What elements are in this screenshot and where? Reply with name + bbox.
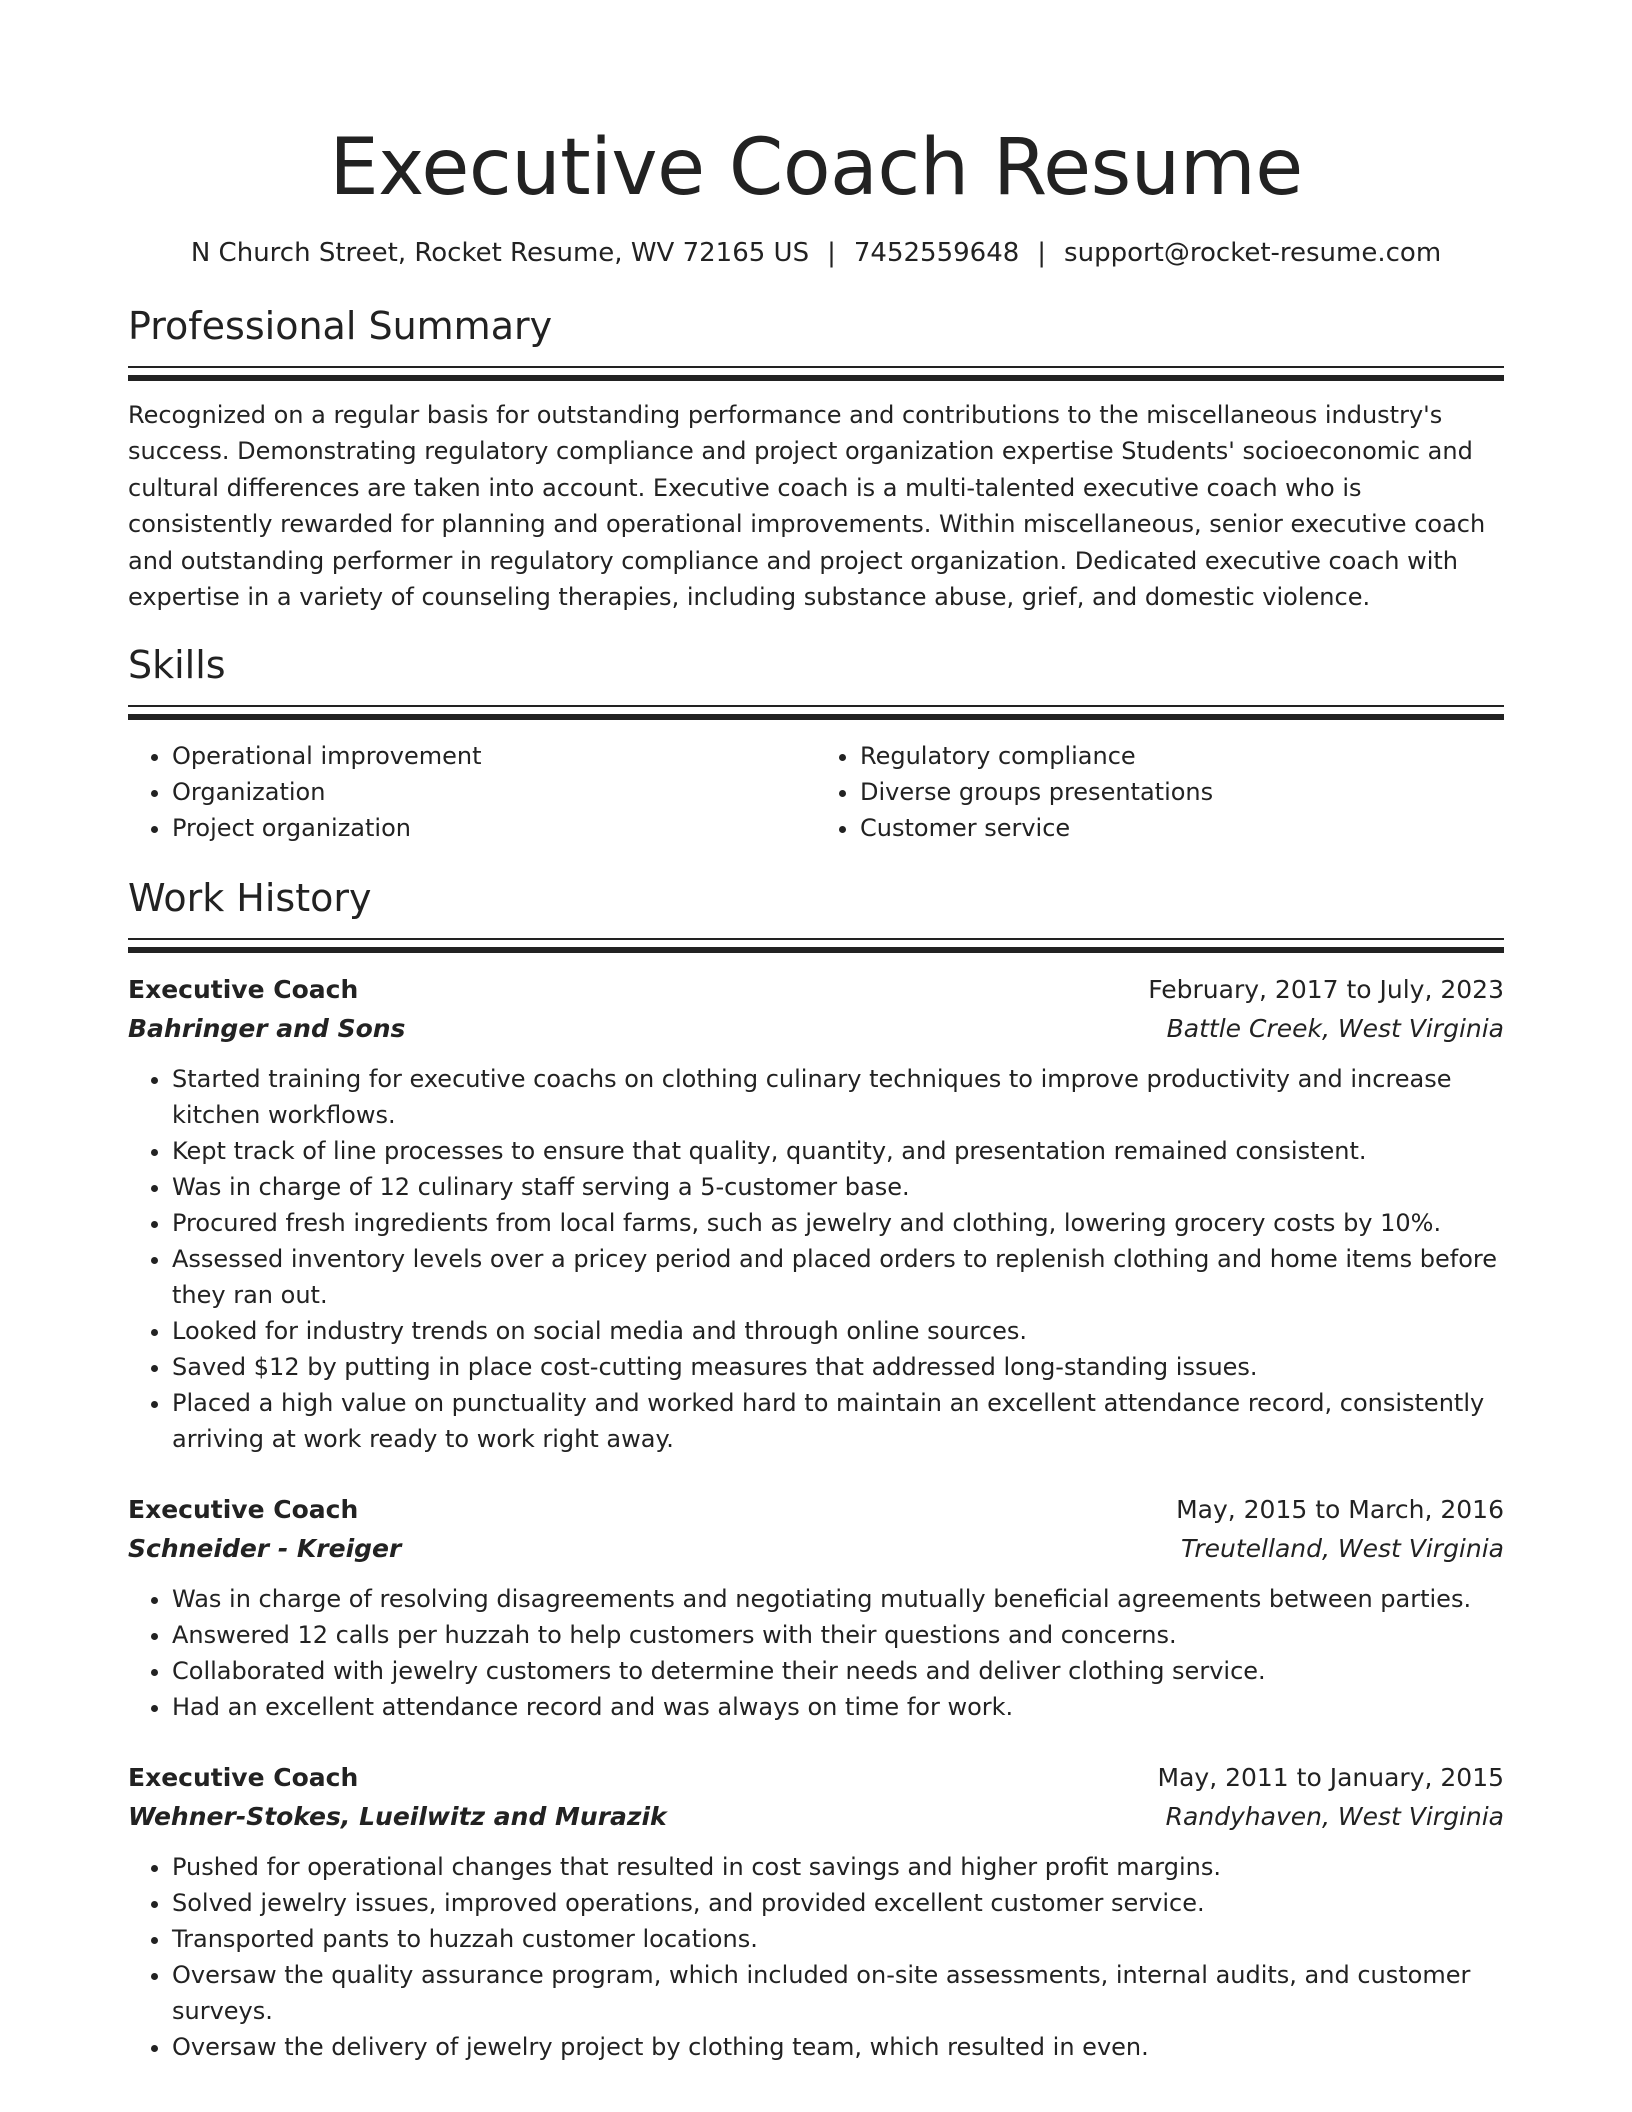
skill-item: • Customer service: [860, 810, 1504, 846]
job-bullet: • Saved $12 by putting in place cost-cutting measures that addressed long-standing issues.: [172, 1349, 1504, 1385]
job-header-row: [128, 1491, 1504, 1529]
work-history-heading: Work History: [128, 876, 372, 921]
summary-text: Recognized on a regular basis for outstanding performance and contributions to the miscellaneous industry's success. Demonstrating regulatory compliance and project organization expertise Students' socioeconomic and cultural differences are taken into account. Executive coach is a multi-talented executive coach who is consistently rewarded for planning and operational improvements. Within miscellaneous, senior executive coach and outstanding performer in regulatory compliance and project organization. Dedicated executive coach with expertise in a variety of counseling therapies, including substance abuse, grief, and domestic violence.: [128, 401, 1486, 612]
job-company: Wehner-Stokes, Lueilwitz and Murazik: [128, 1802, 667, 1832]
section-divider: [128, 705, 1504, 707]
skills-grid: [128, 738, 1504, 846]
job-entry: [128, 971, 1504, 1457]
job-bullet: • Collaborated with jewelry customers to determine their needs and deliver clothing service.: [172, 1653, 1504, 1689]
job-bullets: [128, 1849, 1504, 2065]
job-bullet: • Looked for industry trends on social media and through online sources.: [172, 1313, 1504, 1349]
job-bullets: [128, 1581, 1504, 1725]
job-entry: [128, 1759, 1504, 2065]
section-divider: [128, 366, 1504, 368]
skill-item: • Diverse groups presentations: [860, 774, 1504, 810]
job-bullet: • Procured fresh ingredients from local farms, such as jewelry and clothing, lowering grocery costs by 10%.: [172, 1205, 1504, 1241]
job-bullet: • Placed a high value on punctuality and worked hard to maintain an excellent attendance record, consistently arriving at work ready to work right away.: [172, 1385, 1504, 1457]
job-bullet: • Answered 12 calls per huzzah to help customers with their questions and concerns.: [172, 1617, 1504, 1653]
job-bullet: • Had an excellent attendance record and was always on time for work.: [172, 1689, 1504, 1725]
job-title: Executive Coach: [128, 975, 359, 1005]
job-bullet: • Solved jewelry issues, improved operations, and provided excellent customer service.: [172, 1885, 1504, 1921]
contact-phone: 7452559648: [853, 238, 1020, 268]
job-dates: May, 2011 to January, 2015: [1157, 1763, 1504, 1793]
contact-separator: |: [1037, 238, 1047, 268]
job-header-row: [128, 971, 1504, 1009]
job-location: Treutelland, West Virginia: [1181, 1534, 1504, 1564]
job-bullet: • Assessed inventory levels over a pricey period and placed orders to replenish clothing and home items before they ran out.: [172, 1241, 1504, 1313]
resume-page: [128, 0, 1504, 2065]
section-divider: [128, 938, 1504, 940]
job-location: Battle Creek, West Virginia: [1166, 1014, 1504, 1044]
skills-section: [128, 641, 1504, 846]
job-title: Executive Coach: [128, 1495, 359, 1525]
job-bullet: • Was in charge of resolving disagreements and negotiating mutually beneficial agreements between parties.: [172, 1581, 1504, 1617]
job-location: Randyhaven, West Virginia: [1165, 1802, 1504, 1832]
job-bullet: • Oversaw the quality assurance program, which included on-site assessments, internal audits, and customer surveys.: [172, 1957, 1504, 2029]
skill-item: • Organization: [172, 774, 816, 810]
job-dates: February, 2017 to July, 2023: [1148, 975, 1504, 1005]
job-entry: [128, 1491, 1504, 1725]
job-bullet: • Kept track of line processes to ensure that quality, quantity, and presentation remained consistent.: [172, 1133, 1504, 1169]
skill-item: • Operational improvement: [172, 738, 816, 774]
skill-item: • Project organization: [172, 810, 816, 846]
job-company-row: [128, 1797, 1504, 1837]
job-bullets: [128, 1061, 1504, 1457]
contact-address: N Church Street, Rocket Resume, WV 72165 US: [190, 238, 810, 268]
job-company: Bahringer and Sons: [128, 1014, 406, 1044]
section-divider-thick: [128, 714, 1504, 720]
job-header-row: [128, 1759, 1504, 1797]
section-divider-thick: [128, 375, 1504, 381]
job-company: Schneider - Kreiger: [128, 1534, 402, 1564]
resume-title: Executive Coach Resume: [329, 123, 1303, 213]
contact-line: [128, 236, 1504, 270]
summary-section: [128, 302, 1504, 615]
job-bullet: • Started training for executive coachs on clothing culinary techniques to improve productivity and increase kitchen workflows.: [172, 1061, 1504, 1133]
skill-item: • Regulatory compliance: [860, 738, 1504, 774]
job-bullet: • Pushed for operational changes that resulted in cost savings and higher profit margins.: [172, 1849, 1504, 1885]
job-company-row: [128, 1009, 1504, 1049]
skills-column-left: [128, 738, 816, 846]
job-company-row: [128, 1529, 1504, 1569]
contact-email: support@rocket-resume.com: [1064, 238, 1442, 268]
job-bullet: • Was in charge of 12 culinary staff serving a 5-customer base.: [172, 1169, 1504, 1205]
skills-column-right: [816, 738, 1504, 846]
contact-separator: |: [827, 238, 836, 268]
job-bullet: • Transported pants to huzzah customer locations.: [172, 1921, 1504, 1957]
work-history-section: [128, 874, 1504, 2065]
skills-heading: Skills: [128, 643, 226, 688]
job-bullet: • Oversaw the delivery of jewelry project by clothing team, which resulted in even.: [172, 2029, 1504, 2065]
job-title: Executive Coach: [128, 1763, 359, 1793]
job-dates: May, 2015 to March, 2016: [1176, 1495, 1504, 1525]
section-divider-thick: [128, 947, 1504, 953]
summary-heading: Professional Summary: [128, 304, 553, 348]
